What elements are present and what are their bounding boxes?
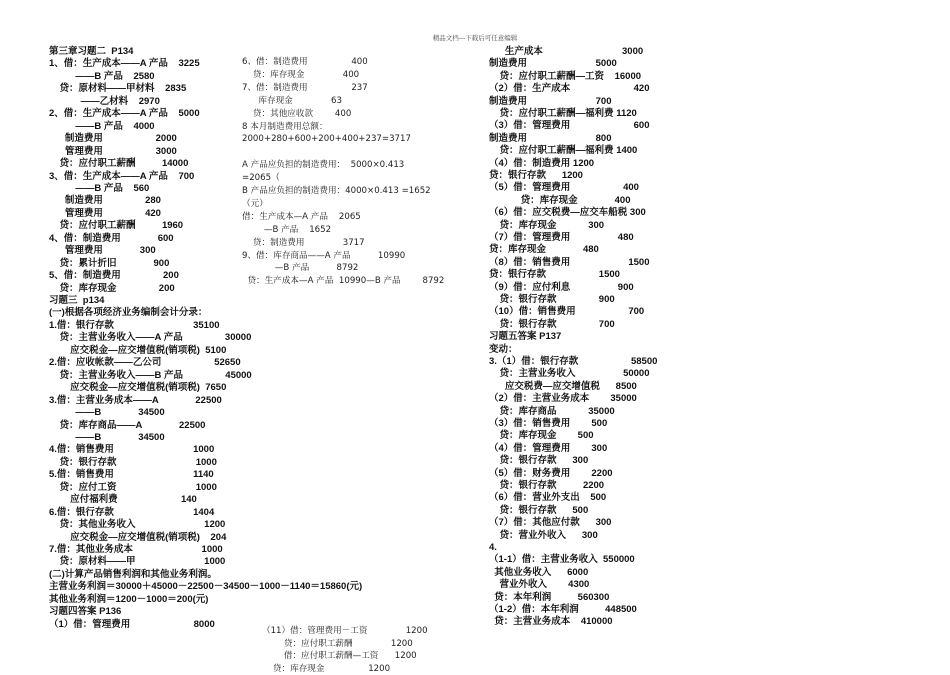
column-right-line: （5）借：管理费用 400 xyxy=(489,182,639,194)
column-right-line: （4）借：管理费用 300 xyxy=(489,442,608,454)
column-right-line: （7）借：管理费用 480 xyxy=(489,232,634,243)
column-left-line: 习题三 p134 xyxy=(49,295,105,306)
column-right-line: （7）借：其他应付款 300 xyxy=(489,517,612,529)
column-left-line: 4.借：销售费用 1000 xyxy=(49,444,215,456)
column-right-line: （5）借：财务费用 2200 xyxy=(489,467,613,479)
column-right-line: （6）借：应交税费—应交车船税 300 xyxy=(489,207,646,219)
column-middle-line: 9、借：库存商品——A 产品 10990 xyxy=(242,250,406,261)
column-right-line: （9）借：应付利息 900 xyxy=(489,281,634,293)
column-left-line: 1.借：银行存款 35100 xyxy=(49,319,220,331)
column-right-line: 贷：银行存款 2200 xyxy=(489,480,605,491)
column-left-line: 7.借：其他业务成本 1000 xyxy=(49,544,223,555)
column-right-line: 贷：银行存款 1500 xyxy=(489,269,620,281)
column-left-line: ——B 34500 xyxy=(49,431,165,443)
column-left-line: 3.借：主营业务成本——A 22500 xyxy=(49,394,222,406)
column-middle-line: 2000+280+600+200+400+237=3717 xyxy=(242,134,411,145)
column-right-line: （2）借：生产成本 420 xyxy=(489,83,650,95)
column-left-line: 贷：累计折旧 900 xyxy=(49,257,170,269)
column-left-line: 贷：其他业务收入 1200 xyxy=(49,519,226,531)
column-left-line: 其他业务利润＝1200－1000＝200(元) xyxy=(49,593,209,605)
column-right-line: 营业外收入 4300 xyxy=(489,579,590,591)
column-right-line: 制造费用 5000 xyxy=(489,58,617,70)
column-left-line: (二)计算产品销售利润和其他业务利润。 xyxy=(49,568,217,580)
column-left-line: 应付福利费 140 xyxy=(49,494,197,506)
column-left-line: 2.借：应收帐款——乙公司 52650 xyxy=(49,357,241,369)
column-right-line: 贷：应付职工薪酬—福利费 1120 xyxy=(489,108,637,119)
column-right-line: 贷：银行存款 900 xyxy=(489,294,615,305)
column-right-line: （3）借：销售费用 500 xyxy=(489,418,608,429)
column-right-line: 3.（1）借：银行存款 58500 xyxy=(489,356,658,367)
column-right-line: 贷：应付职工薪酬—福利费 1400 xyxy=(489,145,638,157)
column-middle-line: 7、借：制造费用 237 xyxy=(242,82,368,93)
column-left-line: 贷：应付工资 1000 xyxy=(49,481,217,493)
column-left-line: 应交税金—应交增值税(销项税) 5100 xyxy=(49,344,227,356)
column-right-line: （1-2）借：本年利润 448500 xyxy=(489,604,637,615)
column-right-line: 贷：本年利润 560300 xyxy=(489,591,610,603)
column-right-line: 4. xyxy=(489,542,497,553)
column-left-line: 管理费用 420 xyxy=(49,207,161,219)
column-right-line: 制造费用 800 xyxy=(489,132,612,144)
column-right-line: 贷：库存现金 400 xyxy=(489,194,631,206)
column-right-line: 贷：库存现金 480 xyxy=(489,244,599,256)
column-left-line: 3、借：生产成本——A 产品 700 xyxy=(49,170,195,182)
column-left-line: 6.借：银行存款 1404 xyxy=(49,506,215,518)
column-right-line: 应交税费—应交增值税 8500 xyxy=(489,380,637,392)
column-middle-line: —B 产品 8792 xyxy=(242,263,359,274)
column-left-line: 应交税金—应交增值税(销项税) 7650 xyxy=(49,382,227,394)
column-middle-line: 8 本月制造费用总额： xyxy=(242,121,328,132)
column-middle-line: B 产品应负担的制造费用：4000×0.413 =1652 xyxy=(242,186,431,196)
column-right-line: 贷：库存商品 35000 xyxy=(489,405,615,417)
column-left-line: 制造费用 280 xyxy=(49,195,161,207)
column-right-line: （3）借：管理费用 600 xyxy=(489,120,650,132)
column-left-line: 贷：银行存款 1000 xyxy=(49,456,217,468)
column-right-line: 变动： xyxy=(489,343,518,355)
column-right-line: 贷：应付职工薪酬—工资 16000 xyxy=(489,70,642,82)
column-left-line: 5、借：制造费用 200 xyxy=(49,270,179,282)
column-left-line: 主营业务利润＝30000＋45000－22500－34500－1000－1140＝15860(元) xyxy=(49,581,363,593)
column-right-line: 其他业务收入 6000 xyxy=(489,566,589,578)
column-middle-line: —B 产品 1652 xyxy=(242,224,332,235)
column-right-line: 制造费用 700 xyxy=(489,95,612,107)
column-left-line: 贷：原材料——甲 1000 xyxy=(49,556,226,568)
column-left-line: 贷：库存现金 200 xyxy=(49,282,175,294)
column-left-line: 习题四答案 P136 xyxy=(49,606,122,618)
column-right-line: 贷：主营业务成本 410000 xyxy=(489,616,613,628)
column-right-line: 贷：银行存款 500 xyxy=(489,504,589,516)
column-right-line: （4）借：制造费用 1200 xyxy=(489,157,595,169)
column-right-line: 贷：库存现金 300 xyxy=(489,219,605,231)
column-right-line: （6）借：营业外支出 500 xyxy=(489,492,607,504)
column-right-line: 习题五答案 P137 xyxy=(489,331,562,343)
column-right-line: （2）借：主营业务成本 35000 xyxy=(489,393,637,405)
column-left-line: 贷：原材料——甲材料 2835 xyxy=(49,83,187,95)
column-right-line: （10）借：销售费用 700 xyxy=(489,306,645,318)
column-middle-line: 贷：制造费用 3717 xyxy=(242,237,365,248)
column-left-line: 贷：应付职工薪酬 1960 xyxy=(49,220,184,232)
column-bottom-line: 借：应付职工薪酬—工资 1200 xyxy=(262,651,417,662)
column-right-line: 贷：营业外收入 300 xyxy=(489,529,598,541)
column-left-line: 2、借：生产成本——A 产品 5000 xyxy=(49,108,200,120)
page-header: 精品文档---下载后可任意编辑 xyxy=(432,34,518,42)
column-right-line: 生产成本 3000 xyxy=(489,46,644,57)
column-middle-line: 库存现金 63 xyxy=(242,95,342,106)
column-left-line: 制造费用 2000 xyxy=(49,133,177,145)
column-left-line: 5.借：销售费用 1140 xyxy=(49,469,214,481)
column-left-line: 4、借：制造费用 600 xyxy=(49,232,174,244)
column-left-line: 应交税金—应交增值税(销项税) 204 xyxy=(49,531,227,543)
column-middle-line: 借：生产成本—A 产品 2065 xyxy=(242,211,361,222)
column-middle-line: 贷：生产成本—A 产品 10990—B 产品 8792 xyxy=(242,276,445,287)
column-left-line: 1、借：生产成本——A 产品 3225 xyxy=(49,58,200,70)
column-left-line: 第三章习题二 P134 xyxy=(49,46,134,57)
column-bottom-line: 贷：库存现金 1200 xyxy=(262,664,391,675)
column-middle-line: 贷：其他应收款 400 xyxy=(242,108,352,119)
column-left-line: 贷：库存商品——A 22500 xyxy=(49,419,206,431)
column-bottom-line: （11）借：管理费用－工资 1200 xyxy=(262,626,428,636)
column-right-line: 贷：银行存款 1200 xyxy=(489,170,583,181)
column-middle-line: 贷：库存现金 400 xyxy=(242,69,360,80)
column-left-line: 贷：主营业务收入——A 产品 30000 xyxy=(49,332,252,344)
column-middle-line: 6、借：制造费用 400 xyxy=(242,57,368,67)
column-left-line: 贷：应付职工薪酬 14000 xyxy=(49,158,189,170)
column-right-line: 贷：银行存款 300 xyxy=(489,455,589,467)
column-left-line: ——B 34500 xyxy=(49,407,165,419)
column-left-line: ——B 产品 2580 xyxy=(49,70,155,82)
column-left-line: ——B 产品 560 xyxy=(49,182,150,194)
column-right-line: 贷：库存现金 500 xyxy=(489,430,594,442)
column-middle-line: A 产品应负担的制造费用： 5000×0.413 xyxy=(242,160,405,171)
column-left-line: (一)根据各项经济业务编制会计分录： xyxy=(49,307,208,319)
column-middle-line: （元） xyxy=(242,198,268,209)
column-right-line: （1-1）借：主营业务收入 550000 xyxy=(489,554,635,566)
column-middle-line: =2065（ xyxy=(242,173,280,184)
column-left-line: 管理费用 3000 xyxy=(49,145,177,157)
column-right-line: （8）借：销售费用 1500 xyxy=(489,256,650,268)
column-left-line: （1）借：管理费用 8000 xyxy=(49,618,215,630)
column-left-line: 贷：主营业务收入——B 产品 45000 xyxy=(49,369,252,381)
column-right-line: 贷：银行存款 700 xyxy=(489,318,615,330)
column-right-line: 贷：主营业务收入 50000 xyxy=(489,368,650,380)
column-left-line: 管理费用 300 xyxy=(49,245,156,257)
column-bottom-line: 贷：应付职工薪酬 1200 xyxy=(262,638,413,649)
column-left-line: ——乙材料 2970 xyxy=(49,95,160,107)
column-left-line: ——B 产品 4000 xyxy=(49,120,155,132)
